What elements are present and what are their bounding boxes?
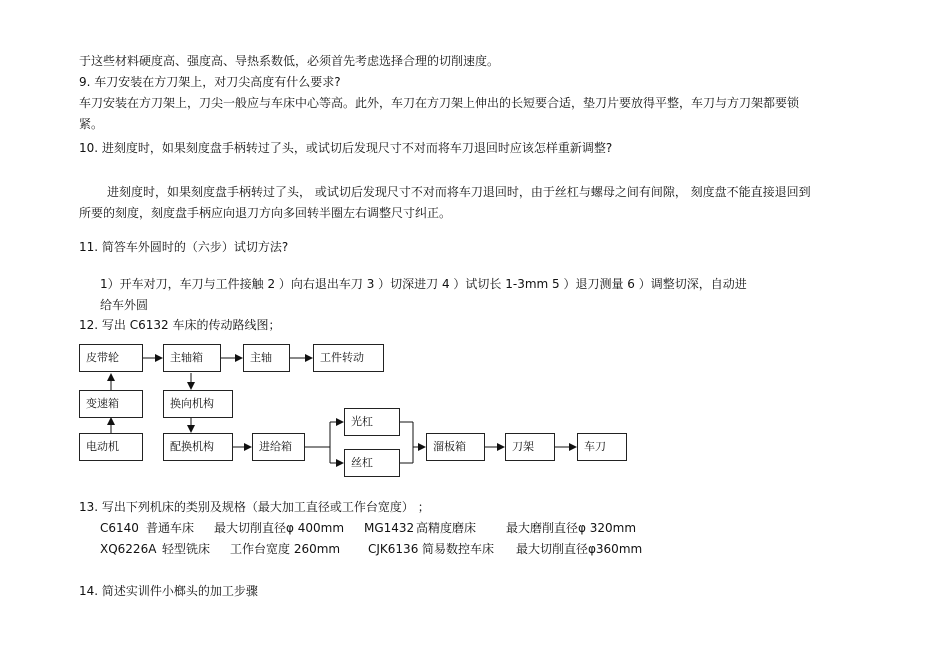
answer-10-line-2: 所要的刻度，刻度盘手柄应向退刀方向多回转半圈左右调整尺寸纠正。 xyxy=(79,206,452,220)
apron-box: 溜板箱 xyxy=(426,433,485,461)
answer-11-line-1: 1）开车对刀，车刀与工件接触 2 ）向右退出车刀 3 ）切深进刀 4 ）试切长 1-3mm 5 ）退刀测量 6 ）调整切深，自动进 xyxy=(100,277,747,291)
machine-spec: 最大磨削直径φ 320mm xyxy=(506,521,637,535)
question-14: 14. 简述实训件小榔头的加工步骤 xyxy=(79,584,258,598)
answer-9-line-2: 紧。 xyxy=(79,117,104,131)
gearbox-box: 变速箱 xyxy=(79,390,143,418)
machine-type: 普通车床 xyxy=(146,521,195,535)
machine-type: 轻型铣床 xyxy=(162,542,211,556)
feed-box-box: 进给箱 xyxy=(252,433,305,461)
answer-11-line-2: 给车外圆 xyxy=(100,298,149,312)
model-code: CJK6136 xyxy=(368,542,419,556)
machine-type: 简易数控车床 xyxy=(422,542,495,556)
answer-9-line-1: 车刀安装在方刀架上，刀尖一般应与车床中心等高。此外，车刀在方刀架上伸出的长短要合适，垫刀片要放得平整，车刀与方刀架都要锁 xyxy=(79,96,800,110)
spec-row-1 xyxy=(0,521,950,537)
question-10: 10. 进刻度时，如果刻度盘手柄转过了头，或试切后发现尺寸不对而将车刀退回时应该怎样重新调整? xyxy=(79,141,613,155)
machine-type: 高精度磨床 xyxy=(416,521,477,535)
change-gear-box: 配换机构 xyxy=(163,433,233,461)
question-12: 12. 写出 C6132 车床的传动路线图； xyxy=(79,318,281,332)
machine-spec: 工作台宽度 260mm xyxy=(230,542,341,556)
model-code: C6140 xyxy=(100,521,139,535)
question-13: 13. 写出下列机床的类别及规格（最大加工直径或工作台宽度） ； xyxy=(79,500,430,514)
belt-pulley-box: 皮带轮 xyxy=(79,344,143,372)
answer-10-line-1: 进刻度时，如果刻度盘手柄转过了头， 或试切后发现尺寸不对而将车刀退回时，由于丝杠与螺母之间有间隙， 刻度盘不能直接退回到 xyxy=(107,185,811,199)
tool-holder-box: 刀架 xyxy=(505,433,555,461)
reversing-mechanism-box: 换向机构 xyxy=(163,390,233,418)
question-9: 9. 车刀安装在方刀架上，对刀尖高度有什么要求? xyxy=(79,75,341,89)
spec-row-2 xyxy=(0,542,950,558)
model-code: MG1432 xyxy=(364,521,415,535)
machine-spec: 最大切削直径φ 400mm xyxy=(214,521,345,535)
text-line: 于这些材料硬度高、强度高、导热系数低，必须首先考虑选择合理的切削速度。 xyxy=(79,54,500,68)
question-11: 11. 简答车外圆时的（六步）试切方法? xyxy=(79,240,289,254)
machine-spec: 最大切削直径φ360mm xyxy=(516,542,643,556)
smooth-rod-box: 光杠 xyxy=(344,408,400,436)
lathe-tool-box: 车刀 xyxy=(577,433,627,461)
model-code: XQ6226A xyxy=(100,542,157,556)
motor-box: 电动机 xyxy=(79,433,143,461)
spindle-box-box: 主轴箱 xyxy=(163,344,221,372)
lead-screw-box: 丝杠 xyxy=(344,449,400,477)
spindle-box: 主轴 xyxy=(243,344,290,372)
workpiece-rotation-box: 工件转动 xyxy=(313,344,384,372)
